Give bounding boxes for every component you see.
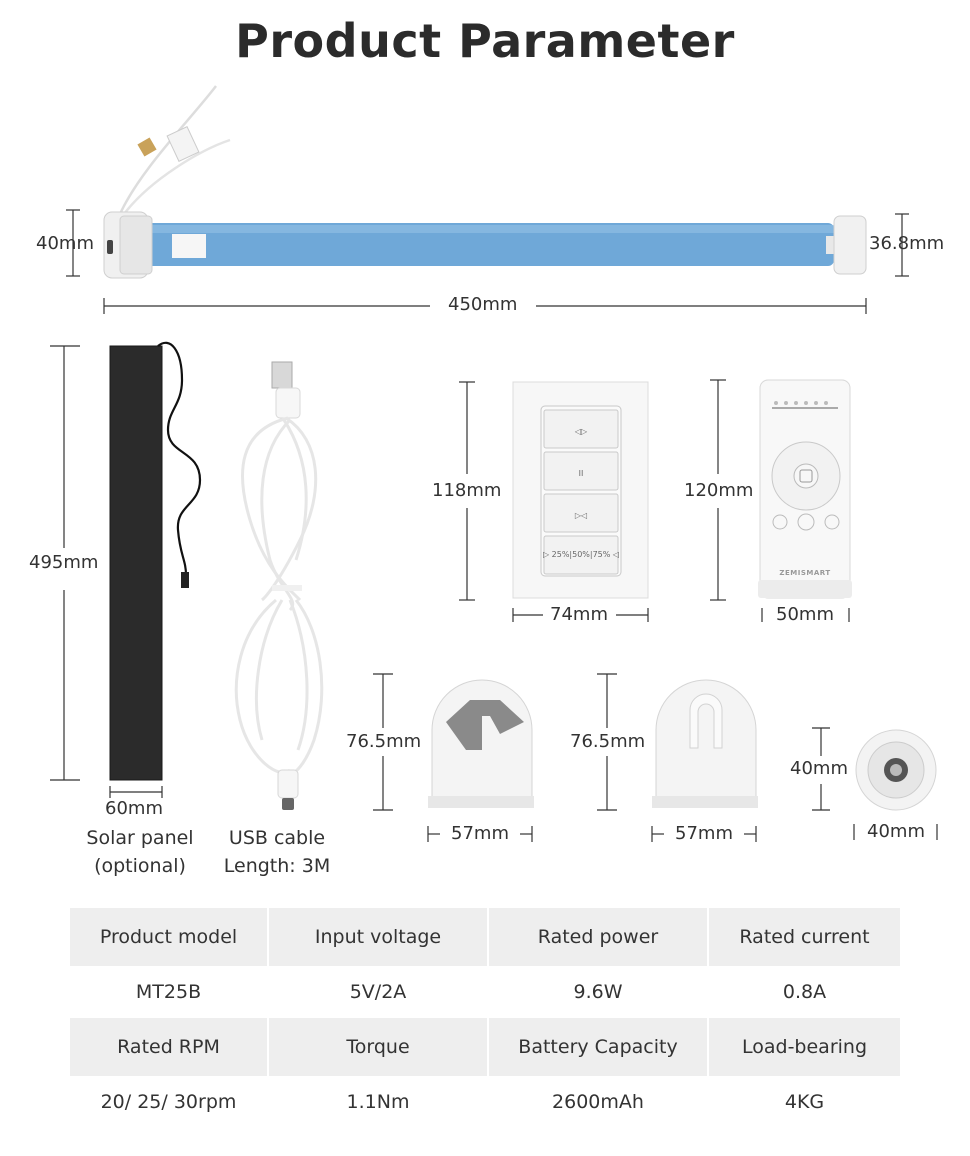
svg-text:◁▷: ◁▷	[574, 427, 588, 436]
bracket-1-width: 57mm	[451, 823, 509, 844]
spec-value-cell: MT25B	[70, 966, 268, 1018]
spec-header-row-1	[70, 908, 900, 966]
spec-header-cell: Rated power	[488, 908, 708, 966]
end-cap-graphic	[856, 730, 936, 810]
solar-panel-width: 60mm	[105, 798, 163, 819]
motor-length: 450mm	[448, 294, 518, 315]
spec-value-cell: 0.8A	[708, 966, 900, 1018]
spec-value-row-1	[70, 966, 900, 1018]
tubular-motor	[104, 86, 866, 278]
spec-value-cell: 5V/2A	[268, 966, 488, 1018]
bracket-2-graphic	[652, 680, 758, 808]
motor-diameter-left: 40mm	[36, 233, 94, 254]
svg-text:II: II	[578, 469, 584, 478]
usb-cable-graphic	[236, 362, 321, 810]
page-title: Product Parameter	[235, 14, 735, 68]
end-cap-width: 40mm	[867, 821, 925, 842]
svg-text:▷ 25%|50%|75% ◁: ▷ 25%|50%|75% ◁	[542, 550, 620, 559]
spec-header-cell: Load-bearing	[708, 1018, 900, 1076]
bracket-1-height: 76.5mm	[346, 731, 422, 752]
svg-text:▷◁: ▷◁	[574, 511, 588, 520]
spec-value-cell: 4KG	[708, 1076, 900, 1128]
remote-brand-label: ZEMISMART	[779, 569, 831, 577]
bracket-2-height: 76.5mm	[570, 731, 646, 752]
solar-panel-height: 495mm	[29, 552, 99, 573]
bracket-1-graphic	[428, 680, 534, 808]
spec-header-cell: Torque	[268, 1018, 488, 1076]
spec-value-cell: 2600mAh	[488, 1076, 708, 1128]
spec-header-cell: Rated current	[708, 908, 900, 966]
spec-value-cell: 1.1Nm	[268, 1076, 488, 1128]
spec-header-cell: Battery Capacity	[488, 1018, 708, 1076]
spec-value-row-2	[70, 1076, 900, 1128]
spec-value-cell: 20/ 25/ 30rpm	[70, 1076, 268, 1128]
solar-panel-caption-line2: (optional)	[94, 855, 186, 877]
wall-switch-height: 118mm	[432, 480, 502, 501]
solar-panel-graphic	[110, 343, 200, 780]
end-cap-height: 40mm	[790, 758, 848, 779]
remote-height: 120mm	[684, 480, 754, 501]
usb-cable-caption-line2: Length: 3M	[223, 855, 331, 877]
solar-panel-caption	[60, 824, 220, 880]
spec-header-row-2	[70, 1018, 900, 1076]
remote-graphic	[758, 380, 852, 598]
usb-cable-caption-line1: USB cable	[228, 827, 326, 849]
spec-value-cell: 9.6W	[488, 966, 708, 1018]
wall-switch-graphic	[513, 382, 648, 598]
spec-header-cell: Rated RPM	[70, 1018, 268, 1076]
wall-switch-width: 74mm	[550, 604, 608, 625]
bracket-2-width: 57mm	[675, 823, 733, 844]
spec-header-cell: Input voltage	[268, 908, 488, 966]
solar-panel-caption-line1: Solar panel	[86, 827, 194, 849]
spec-header-cell: Product model	[70, 908, 268, 966]
motor-diameter-right: 36.8mm	[869, 233, 945, 254]
remote-width: 50mm	[776, 604, 834, 625]
spec-table	[70, 908, 900, 1128]
usb-cable-caption	[197, 824, 357, 880]
